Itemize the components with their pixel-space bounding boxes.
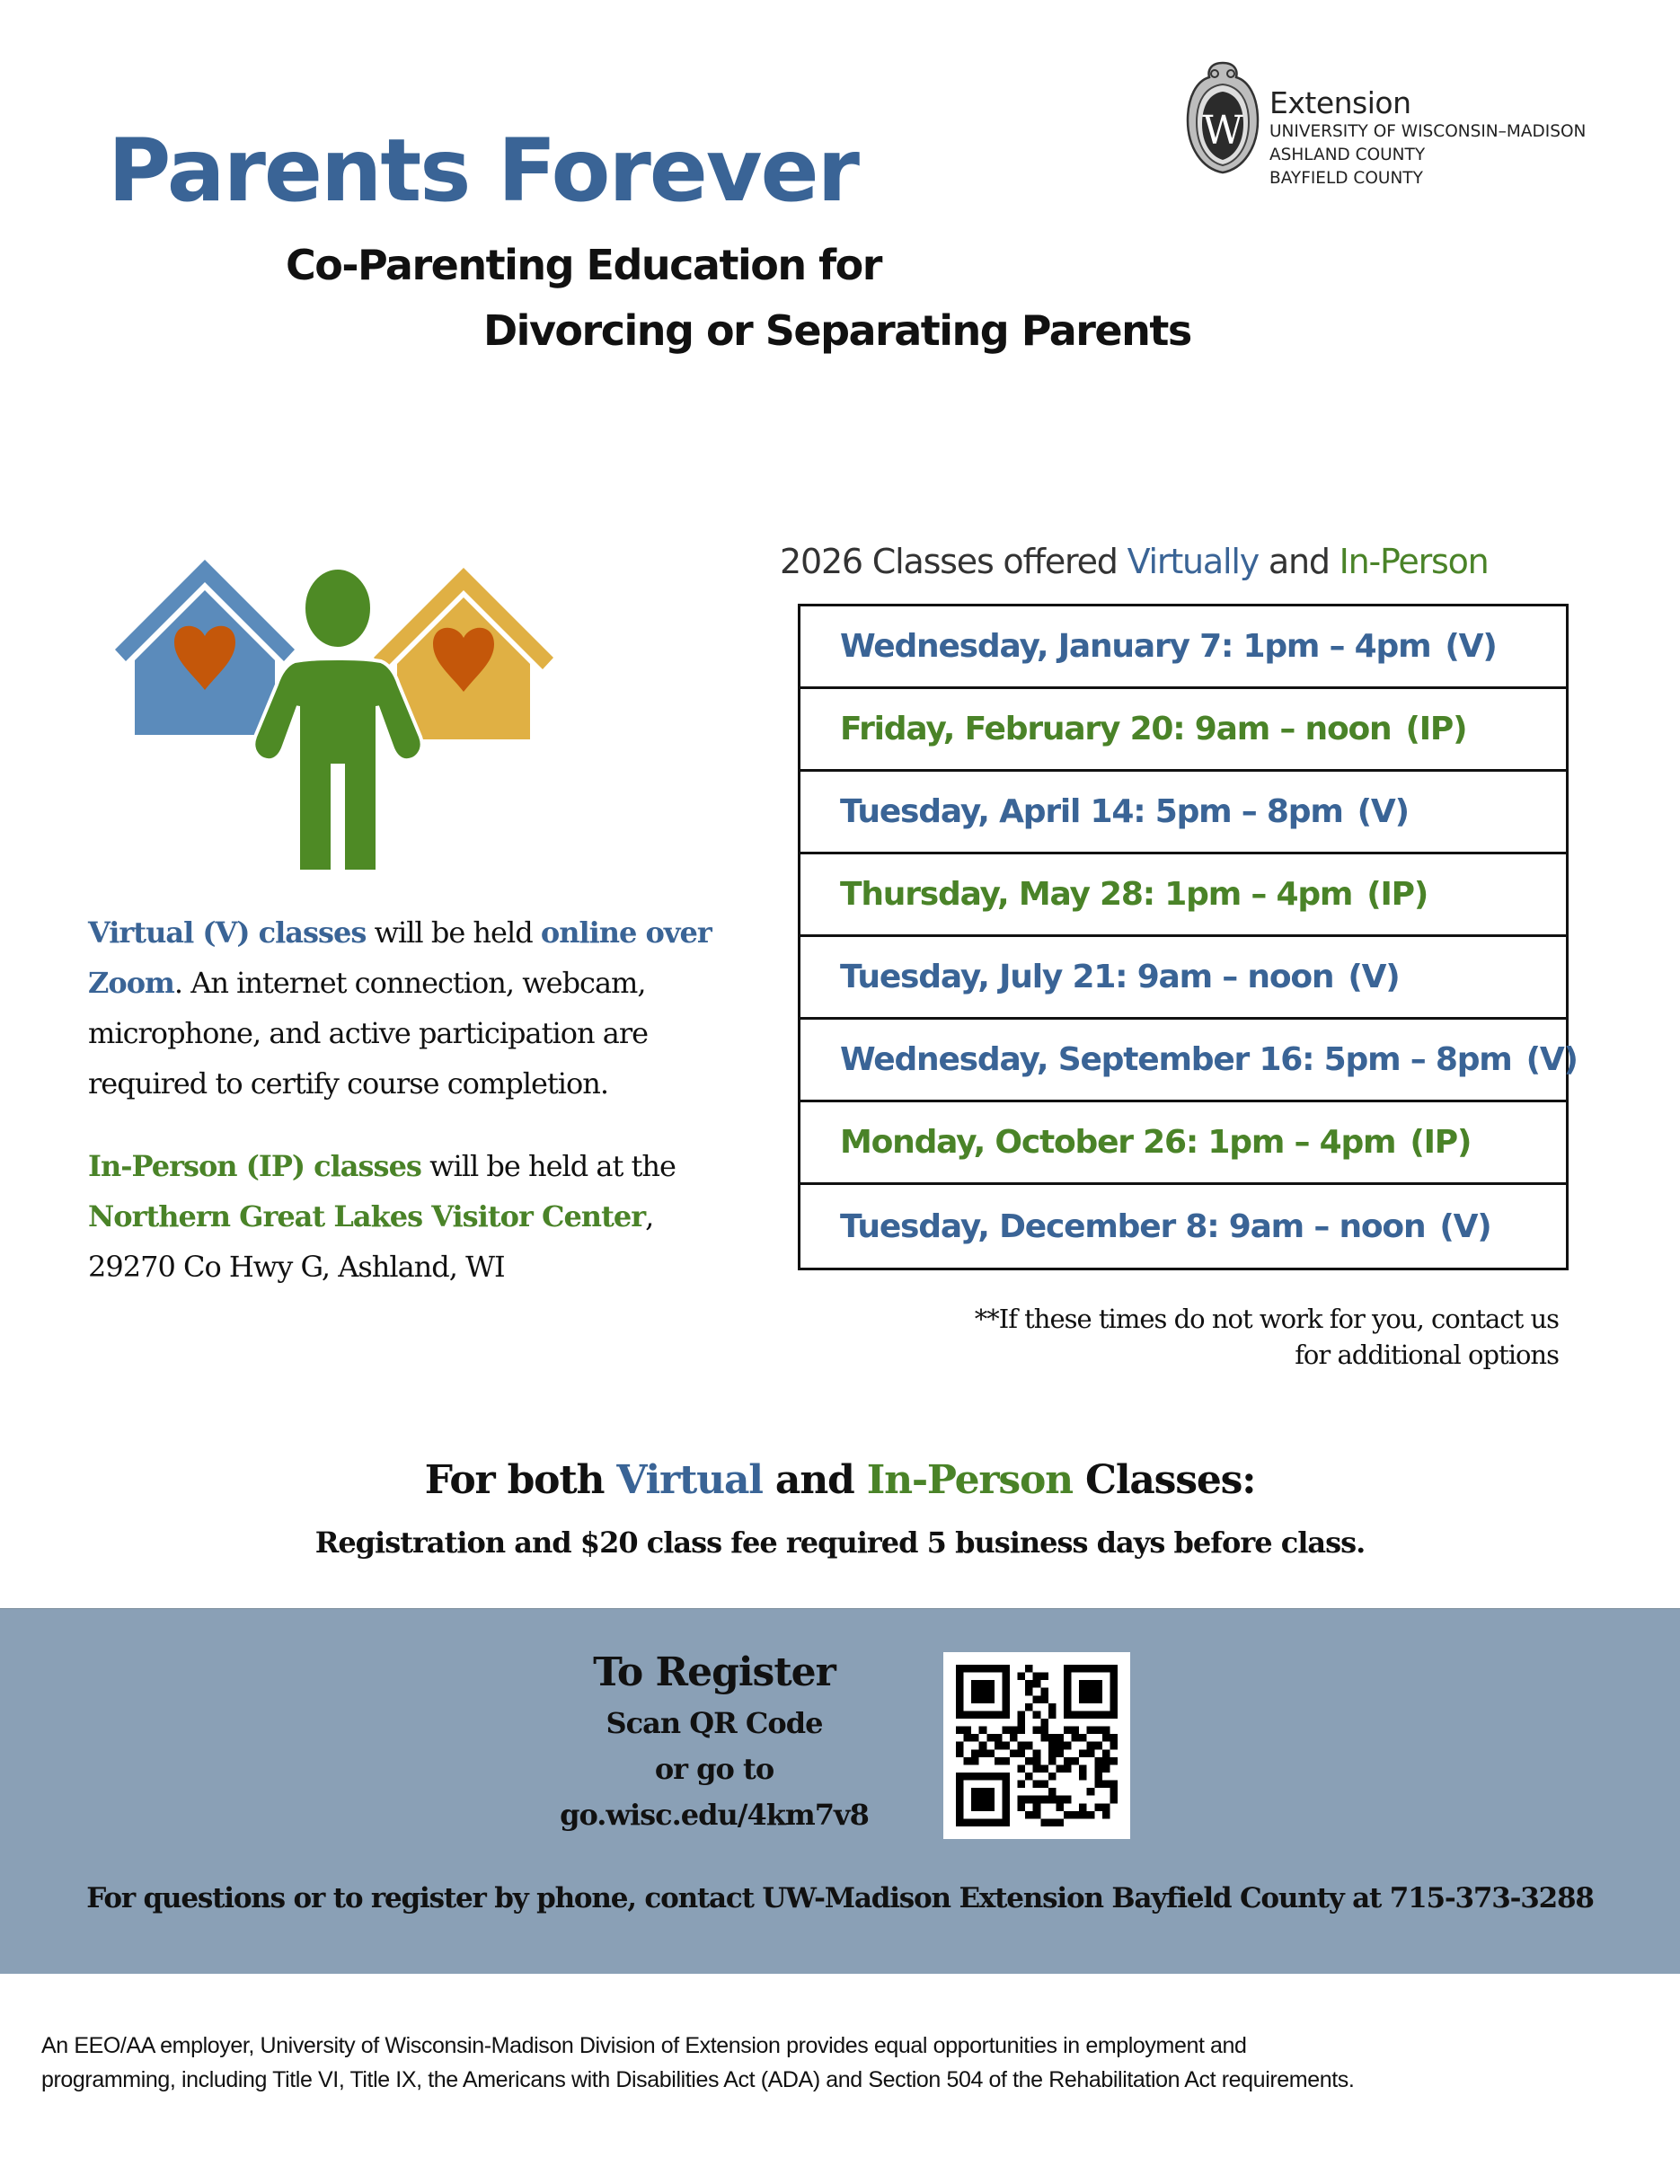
qr-module — [986, 1688, 995, 1696]
qr-module — [971, 1803, 979, 1811]
venue-name: Northern Great Lakes Visitor Center — [88, 1199, 646, 1233]
qr-module — [956, 1781, 964, 1789]
schedule-row — [800, 1020, 1578, 1102]
qr-module — [1064, 1680, 1072, 1688]
qr-module — [956, 1796, 964, 1804]
qr-module — [1018, 1749, 1026, 1757]
both-and: and — [762, 1457, 867, 1503]
qr-module — [964, 1711, 972, 1719]
qr-module — [1110, 1734, 1118, 1742]
schedule-row-mode: (V) — [1439, 1207, 1491, 1245]
schedule-row-mode: (V) — [1348, 959, 1400, 995]
qr-module — [1110, 1711, 1118, 1719]
logo-name: Extension — [1269, 85, 1411, 120]
qr-module — [1064, 1811, 1072, 1819]
inperson-text-2: , — [645, 1199, 654, 1233]
online-over-zoom: online over Zoom — [88, 915, 712, 1000]
qr-module — [971, 1757, 979, 1765]
qr-module — [995, 1757, 1003, 1765]
register-title: To Register — [593, 1649, 836, 1695]
qr-module — [964, 1818, 972, 1826]
extension-logo — [1184, 57, 1615, 192]
qr-module — [1064, 1703, 1072, 1711]
qr-module — [1056, 1764, 1064, 1773]
qr-module — [964, 1773, 972, 1781]
alternate-times-note — [880, 1301, 1559, 1373]
qr-module — [1094, 1764, 1102, 1773]
qr-module — [1072, 1811, 1080, 1819]
qr-module — [1018, 1803, 1026, 1811]
qr-module — [1040, 1796, 1048, 1804]
qr-module — [1079, 1811, 1087, 1819]
person-icon — [253, 568, 421, 871]
schedule-row-date: Friday, February 20: 9am – noon — [840, 711, 1392, 747]
qr-module — [1040, 1695, 1048, 1703]
qr-module — [986, 1749, 995, 1757]
qr-module — [1002, 1680, 1010, 1688]
qr-module — [1002, 1695, 1010, 1703]
qr-module — [1002, 1711, 1010, 1719]
schedule-heading-prefix: 2026 Classes offered — [780, 542, 1127, 581]
qr-module — [979, 1695, 987, 1703]
subtitle-line-1: Co-Parenting Education for — [286, 241, 881, 289]
schedule-row — [800, 689, 1566, 772]
qr-module — [964, 1734, 972, 1742]
qr-module — [995, 1711, 1003, 1719]
qr-module — [1079, 1734, 1087, 1742]
qr-module — [979, 1803, 987, 1811]
registration-url-link[interactable]: go.wisc.edu/4km7v8 — [560, 1798, 869, 1832]
qr-module — [979, 1773, 987, 1781]
qr-module — [1033, 1803, 1041, 1811]
qr-module — [1102, 1734, 1110, 1742]
qr-module — [964, 1727, 972, 1735]
qr-module — [1094, 1688, 1102, 1696]
both-suffix: Classes: — [1072, 1457, 1256, 1503]
qr-module — [1079, 1803, 1087, 1811]
schedule-row — [800, 854, 1566, 937]
schedule-row-mode: (IP) — [1410, 1124, 1472, 1161]
schedule-heading-virtual: Virtually — [1127, 542, 1259, 581]
qr-module — [1087, 1749, 1095, 1757]
qr-module — [986, 1818, 995, 1826]
qr-module — [1110, 1796, 1118, 1804]
qr-module — [1033, 1764, 1041, 1773]
qr-module — [1040, 1781, 1048, 1789]
schedule-row-mode: (IP) — [1366, 876, 1428, 913]
qr-module — [1048, 1734, 1057, 1742]
qr-module — [995, 1818, 1003, 1826]
qr-module — [979, 1711, 987, 1719]
qr-module — [1072, 1665, 1080, 1673]
qr-module — [1110, 1757, 1118, 1765]
qr-module — [979, 1788, 987, 1796]
qr-module — [1056, 1742, 1064, 1750]
qr-module — [1010, 1734, 1018, 1742]
qr-module — [1087, 1665, 1095, 1673]
schedule-row-date: Monday, October 26: 1pm – 4pm — [840, 1124, 1396, 1161]
qr-module — [1048, 1788, 1057, 1796]
qr-module — [1072, 1711, 1080, 1719]
qr-module — [1018, 1711, 1026, 1719]
schedule-row — [800, 1185, 1566, 1268]
page-title: Parents Forever — [108, 120, 858, 221]
virtual-lead: Virtual (V) classes — [88, 915, 367, 950]
qr-module — [1072, 1734, 1080, 1742]
qr-module — [1025, 1680, 1033, 1688]
qr-module — [1064, 1665, 1072, 1673]
phone-contact-text: For questions or to register by phone, contact UW-Madison Extension Bayfield County at 715-373-3288 — [86, 1882, 1594, 1914]
logo-county-bayfield: BAYFIELD COUNTY — [1269, 169, 1423, 188]
qr-module — [1040, 1719, 1048, 1727]
qr-module — [1056, 1796, 1064, 1804]
qr-module — [1056, 1818, 1064, 1826]
qr-module — [956, 1749, 964, 1757]
qr-module — [1102, 1727, 1110, 1735]
qr-module — [971, 1711, 979, 1719]
qr-module — [1040, 1727, 1048, 1735]
qr-module — [956, 1665, 964, 1673]
qr-module — [1064, 1711, 1072, 1719]
qr-module — [956, 1673, 964, 1681]
qr-module — [1102, 1757, 1110, 1765]
person-between-two-homes-icon — [106, 530, 667, 871]
qr-module — [1102, 1803, 1110, 1811]
eeo-statement — [41, 2029, 1640, 2097]
logo-county-ashland: ASHLAND COUNTY — [1269, 146, 1426, 164]
qr-module — [1064, 1695, 1072, 1703]
qr-module — [971, 1695, 979, 1703]
qr-module — [1064, 1742, 1072, 1750]
qr-module — [979, 1749, 987, 1757]
qr-module — [1094, 1742, 1102, 1750]
eeo-line-2: programming, including Title VI, Title IX, the Americans with Disabilities Act (ADA) and Section 504 of the Rehabilitation Act requirements. — [41, 2067, 1355, 2092]
qr-module — [979, 1796, 987, 1804]
qr-module — [986, 1695, 995, 1703]
qr-module — [1002, 1788, 1010, 1796]
register-section — [0, 1608, 1680, 1974]
qr-module — [1033, 1680, 1041, 1688]
qr-module — [971, 1773, 979, 1781]
qr-module — [1064, 1796, 1072, 1804]
schedule-row-mode: (V) — [1357, 793, 1409, 830]
qr-module — [1110, 1673, 1118, 1681]
qr-module — [986, 1803, 995, 1811]
qr-module — [956, 1711, 964, 1719]
qr-module — [1102, 1764, 1110, 1773]
qr-module — [1048, 1757, 1057, 1765]
qr-module — [956, 1727, 964, 1735]
qr-module — [1072, 1727, 1080, 1735]
qr-module — [986, 1680, 995, 1688]
schedule-row-date: Tuesday, April 14: 5pm – 8pm — [840, 793, 1343, 830]
qr-module — [1102, 1749, 1110, 1757]
inperson-lead: In-Person (IP) classes — [88, 1149, 421, 1183]
qr-module — [1110, 1742, 1118, 1750]
both-classes-heading — [0, 1454, 1680, 1508]
qr-module — [1064, 1688, 1072, 1696]
eeo-line-1: An EEO/AA employer, University of Wisconsin-Madison Division of Extension provides equal opportunities in employment and — [41, 2033, 1247, 2058]
qr-module — [971, 1688, 979, 1696]
qr-module — [1018, 1719, 1026, 1727]
qr-module — [1079, 1711, 1087, 1719]
qr-module — [1002, 1818, 1010, 1826]
schedule-row-mode: (V) — [1445, 628, 1497, 665]
qr-module — [1025, 1703, 1033, 1711]
qr-module — [1025, 1796, 1033, 1804]
qr-module — [1072, 1757, 1080, 1765]
qr-module — [1002, 1742, 1010, 1750]
qr-module — [956, 1811, 964, 1819]
qr-module — [1002, 1811, 1010, 1819]
uw-crest-icon — [1184, 57, 1261, 176]
qr-module — [1033, 1757, 1041, 1765]
qr-module — [1110, 1665, 1118, 1673]
schedule-row-mode: (IP) — [1405, 711, 1467, 747]
qr-module — [1094, 1727, 1102, 1735]
qr-module — [1110, 1688, 1118, 1696]
qr-module — [1048, 1773, 1057, 1781]
or-go-to-text: or go to — [654, 1752, 774, 1786]
qr-module — [956, 1703, 964, 1711]
qr-module — [1033, 1711, 1041, 1719]
schedule-row — [800, 1102, 1566, 1185]
qr-code-icon — [956, 1665, 1118, 1826]
qr-module — [971, 1680, 979, 1688]
qr-module — [1018, 1781, 1026, 1789]
qr-module — [1048, 1818, 1057, 1826]
subtitle-line-2: Divorcing or Separating Parents — [483, 306, 1191, 355]
qr-module — [1079, 1764, 1087, 1773]
schedule-row-date: Wednesday, September 16: 5pm – 8pm — [840, 1041, 1512, 1078]
schedule-row — [800, 772, 1566, 854]
qr-module — [1064, 1673, 1072, 1681]
qr-module — [1102, 1811, 1110, 1819]
schedule-heading-and: and — [1259, 542, 1340, 581]
qr-module — [1079, 1749, 1087, 1757]
qr-module — [1048, 1749, 1057, 1757]
qr-module — [1048, 1711, 1057, 1719]
scan-qr-text: Scan QR Code — [606, 1706, 823, 1740]
qr-module — [1056, 1749, 1064, 1757]
qr-module — [956, 1818, 964, 1826]
qr-module — [956, 1680, 964, 1688]
qr-module — [979, 1680, 987, 1688]
qr-module — [1079, 1665, 1087, 1673]
qr-module — [979, 1665, 987, 1673]
qr-code[interactable] — [943, 1652, 1130, 1839]
qr-module — [1002, 1688, 1010, 1696]
qr-module — [1025, 1773, 1033, 1781]
qr-module — [956, 1773, 964, 1781]
qr-module — [1064, 1727, 1072, 1735]
qr-module — [986, 1796, 995, 1804]
qr-module — [986, 1734, 995, 1742]
qr-module — [956, 1695, 964, 1703]
schedule-row-mode: (V) — [1525, 1041, 1578, 1078]
qr-module — [1102, 1665, 1110, 1673]
qr-module — [1064, 1757, 1072, 1765]
qr-module — [971, 1796, 979, 1804]
qr-module — [1002, 1665, 1010, 1673]
qr-module — [1025, 1742, 1033, 1750]
qr-module — [995, 1665, 1003, 1673]
qr-module — [1048, 1796, 1057, 1804]
qr-module — [995, 1734, 1003, 1742]
qr-module — [1018, 1764, 1026, 1773]
venue-address: 29270 Co Hwy G, Ashland, WI — [88, 1250, 505, 1284]
crest-letter: W — [1202, 108, 1243, 154]
qr-module — [1079, 1680, 1087, 1688]
qr-module — [1048, 1703, 1057, 1711]
qr-module — [1094, 1773, 1102, 1781]
qr-module — [1110, 1695, 1118, 1703]
qr-module — [1056, 1734, 1064, 1742]
qr-module — [1002, 1673, 1010, 1681]
qr-module — [1010, 1727, 1018, 1735]
virtual-text-2: . An internet connection, webcam, microphone, and active participation are required to certify course completion. — [88, 966, 649, 1101]
qr-module — [964, 1757, 972, 1765]
virtual-class-description — [88, 907, 771, 1109]
qr-module — [1002, 1803, 1010, 1811]
qr-module — [1002, 1773, 1010, 1781]
qr-module — [1002, 1727, 1010, 1735]
qr-module — [1087, 1680, 1095, 1688]
qr-module — [1033, 1749, 1041, 1757]
qr-module — [1087, 1727, 1095, 1735]
schedule-row-date: Thursday, May 28: 1pm – 4pm — [840, 876, 1353, 913]
schedule-row-date: Wednesday, January 7: 1pm – 4pm — [840, 628, 1431, 665]
qr-module — [1040, 1688, 1048, 1696]
qr-module — [1094, 1757, 1102, 1765]
qr-module — [956, 1742, 964, 1750]
qr-module — [979, 1818, 987, 1826]
qr-module — [1018, 1742, 1026, 1750]
qr-module — [1033, 1695, 1041, 1703]
qr-module — [979, 1688, 987, 1696]
qr-module — [1048, 1742, 1057, 1750]
schedule-heading — [780, 539, 1489, 584]
note-line-2: for additional options — [1295, 1340, 1559, 1370]
register-instructions — [530, 1645, 898, 1838]
qr-module — [1094, 1781, 1102, 1789]
qr-module — [1018, 1727, 1026, 1735]
qr-module — [1094, 1711, 1102, 1719]
qr-module — [1079, 1688, 1087, 1696]
qr-module — [1025, 1665, 1033, 1673]
qr-module — [1025, 1811, 1033, 1819]
qr-module — [1018, 1673, 1026, 1681]
qr-module — [1040, 1673, 1048, 1681]
qr-module — [1064, 1764, 1072, 1773]
qr-module — [1025, 1757, 1033, 1765]
qr-module — [1094, 1665, 1102, 1673]
qr-module — [956, 1688, 964, 1696]
qr-module — [971, 1665, 979, 1673]
qr-module — [1094, 1695, 1102, 1703]
qr-module — [1040, 1818, 1048, 1826]
qr-module — [1102, 1781, 1110, 1789]
qr-module — [979, 1727, 987, 1735]
logo-university: UNIVERSITY OF WISCONSIN–MADISON — [1269, 122, 1587, 141]
qr-module — [1033, 1811, 1041, 1819]
qr-module — [1025, 1688, 1033, 1696]
qr-module — [979, 1742, 987, 1750]
inperson-text-1: will be held at the — [420, 1149, 676, 1183]
qr-module — [1087, 1711, 1095, 1719]
virtual-text-1: will be held — [366, 915, 541, 950]
qr-module — [1040, 1734, 1048, 1742]
qr-module — [956, 1788, 964, 1796]
qr-module — [1110, 1680, 1118, 1688]
qr-module — [1087, 1788, 1095, 1796]
qr-module — [995, 1742, 1003, 1750]
qr-module — [1033, 1796, 1041, 1804]
qr-module — [1087, 1695, 1095, 1703]
qr-module — [1110, 1703, 1118, 1711]
qr-module — [986, 1711, 995, 1719]
qr-module — [956, 1803, 964, 1811]
qr-module — [1033, 1727, 1041, 1735]
qr-module — [964, 1665, 972, 1673]
qr-module — [1079, 1695, 1087, 1703]
qr-module — [1087, 1811, 1095, 1819]
schedule-row — [800, 937, 1566, 1020]
schedule-row-date: Tuesday, July 21: 9am – noon — [840, 959, 1334, 995]
qr-module — [971, 1788, 979, 1796]
qr-module — [995, 1773, 1003, 1781]
schedule-row — [800, 606, 1566, 689]
qr-module — [1033, 1781, 1041, 1789]
schedule-row-date: Tuesday, December 8: 9am – noon — [840, 1207, 1426, 1245]
qr-module — [986, 1788, 995, 1796]
qr-module — [986, 1665, 995, 1673]
registration-fee-text: Registration and $20 class fee required 5 business days before class. — [314, 1525, 1366, 1560]
qr-module — [1002, 1781, 1010, 1789]
qr-module — [1110, 1788, 1118, 1796]
qr-module — [1102, 1711, 1110, 1719]
both-virtual: Virtual — [616, 1457, 763, 1503]
qr-module — [1110, 1781, 1118, 1789]
qr-module — [1002, 1757, 1010, 1765]
qr-module — [1087, 1688, 1095, 1696]
inperson-class-description — [88, 1141, 771, 1292]
qr-module — [1094, 1803, 1102, 1811]
both-inperson: In-Person — [866, 1457, 1073, 1503]
note-line-1: **If these times do not work for you, contact us — [974, 1304, 1559, 1334]
qr-module — [1010, 1749, 1018, 1757]
schedule-heading-inperson: In-Person — [1339, 542, 1489, 581]
qr-module — [971, 1749, 979, 1757]
qr-module — [1087, 1742, 1095, 1750]
qr-module — [1018, 1796, 1026, 1804]
both-prefix: For both — [424, 1457, 617, 1503]
qr-module — [971, 1734, 979, 1742]
qr-module — [971, 1818, 979, 1826]
qr-module — [1079, 1773, 1087, 1781]
qr-module — [1094, 1680, 1102, 1688]
qr-module — [986, 1773, 995, 1781]
qr-module — [1056, 1803, 1064, 1811]
qr-module — [1033, 1673, 1041, 1681]
qr-module — [1002, 1796, 1010, 1804]
qr-module — [1002, 1703, 1010, 1711]
qr-module — [1040, 1764, 1048, 1773]
class-schedule-table — [798, 604, 1578, 1270]
